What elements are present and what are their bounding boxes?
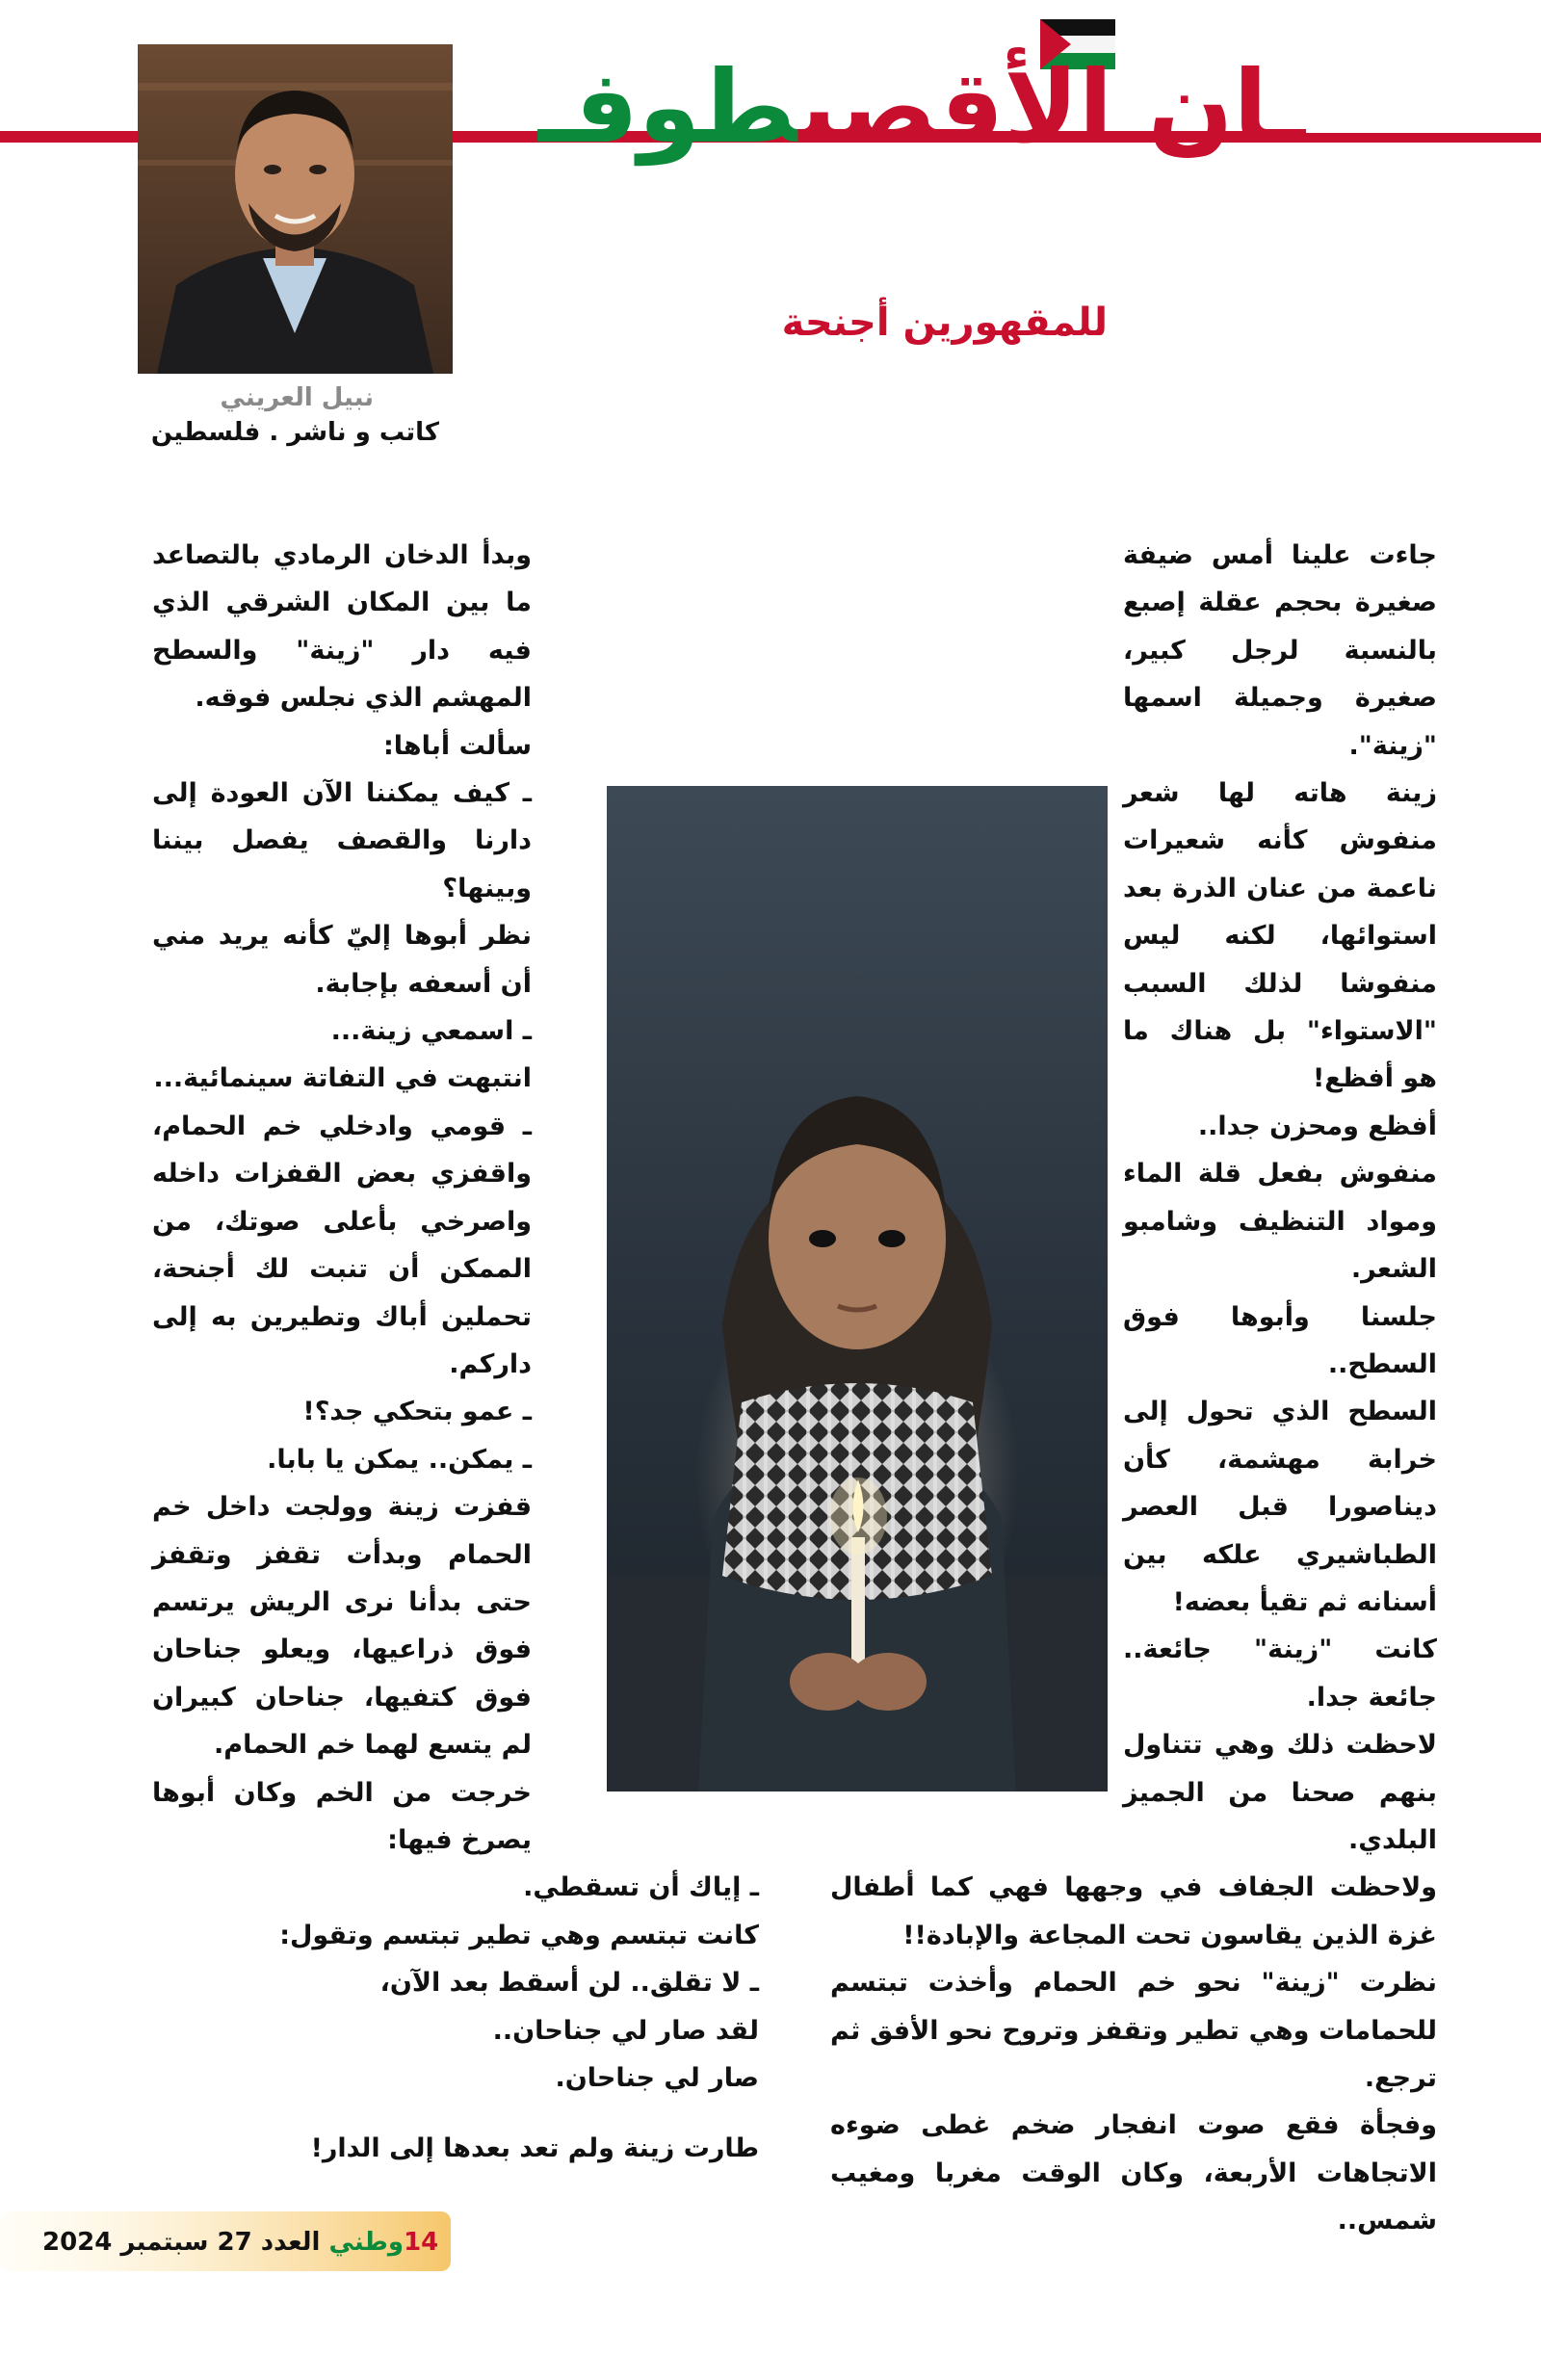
logo-part-red: ـان الأقصى <box>798 48 1305 166</box>
paragraph: صار لي جناحان. <box>555 2063 759 2093</box>
paragraph: نظر أبوها إليّ كأنه يريد مني أن أسعفه بإجابة. <box>152 921 532 999</box>
photo-wrap-space <box>545 532 759 1826</box>
paragraph: قفزت زينة وولجت داخل خم الحمام وبدأت تقفز وتقفز حتى بدأنا نرى الريش يرتسم فوق ذراعيها، ويعلو جناحان فوق كتفيها، جناحان كبيران لم يتسع لهما خم الحمام. <box>152 1492 532 1761</box>
paragraph: ـ اسمعي زينة... <box>330 1016 532 1047</box>
paragraph: خرجت من الخم وكان أبوها يصرخ فيها: <box>152 1777 532 1855</box>
paragraph: ولاحظت الجفاف في وجهها فهي كما أطفال غزة الذين يقاسون تحت المجاعة والإبادة!! <box>830 1872 1437 1950</box>
paragraph: جاءت علينا أمس ضيفة صغيرة بحجم عقلة إصبع بالنسبة لرجل كبير، صغيرة وجميلة اسمها "زينة". <box>1123 540 1437 761</box>
paragraph: السطح الذي تحول إلى خرابة مهشمة، كأن ديناصورا قبل العصر الطباشيري علكه بين أسنانه ثم تقيأ بعضه! <box>1123 1397 1437 1617</box>
paragraph: نظرت "زينة" نحو خم الحمام وأخذت تبتسم للحمامات وهي تطير وتقفز وتروح نحو الأفق ثم ترجع. <box>830 1968 1437 2093</box>
paragraph: أفظع ومحزن جدا.. <box>1197 1111 1437 1141</box>
paragraph: ـ كيف يمكننا الآن العودة إلى دارنا والقصف يفصل بيننا وبينها؟ <box>152 778 532 903</box>
issue-info: العدد 27 سبتمبر 2024 <box>42 2228 321 2257</box>
paragraph: سألت أباها: <box>383 730 532 761</box>
paragraph: جلسنا وأبوها فوق السطح.. <box>1123 1301 1437 1379</box>
article-column-right <box>830 532 1437 2245</box>
paragraph: كانت "زينة" جائعة.. جائعة جدا. <box>1123 1635 1437 1713</box>
paragraph: منفوش بفعل قلة الماء ومواد التنظيف وشامبو الشعر. <box>1123 1159 1437 1285</box>
paragraph: ـ عمو بتحكي جد؟! <box>302 1397 532 1427</box>
author-name: نبيل العريني <box>220 383 374 412</box>
paragraph: ـ إياك أن تسقطي. <box>523 1872 759 1903</box>
header-red-bar-right <box>1295 133 1541 143</box>
paragraph: ـ يمكن.. يمكن يا بابا. <box>267 1444 532 1475</box>
article-title: للمقهورين أجنحة <box>781 301 1108 345</box>
paragraph: ـ لا تقلق.. لن أسقط بعد الآن، <box>379 1968 759 1999</box>
paragraph: طارت زينة ولم تعد بعدها إلى الدار! <box>310 2133 759 2164</box>
article-column-left <box>152 532 759 2173</box>
paragraph: لاحظت ذلك وهي تتناول بنهم صحنا من الجميز البلدي. <box>1123 1730 1437 1855</box>
magazine-logo <box>538 19 1305 183</box>
footer-text <box>42 2228 438 2257</box>
paragraph: وبدأ الدخان الرمادي بالتصاعد ما بين المكان الشرقي الذي فيه دار "زينة" والسطح المهشم الذي نجلس فوقه. <box>152 540 532 714</box>
paragraph: انتبهت في التفاتة سينمائية... <box>153 1063 532 1094</box>
author-photo <box>138 44 453 374</box>
paragraph: زينة هاته لها شعر منفوش كأنه شعيرات ناعمة من عنان الذرة بعد استوائها، لكنه ليس منفوشا لذلك السبب "الاستواء" بل هناك ما هو أفظع! <box>1123 778 1437 1094</box>
page-number: 14 <box>404 2228 439 2257</box>
author-role: كاتب و ناشر . فلسطين <box>150 418 439 447</box>
logo-part-green: طوفـ <box>538 48 799 166</box>
paragraph: كانت تبتسم وهي تطير تبتسم وتقول: <box>279 1920 759 1950</box>
magazine-name: وطني <box>328 2228 405 2257</box>
paragraph: ـ قومي وادخلي خم الحمام، واقفزي بعض القفزات داخله واصرخي بأعلى صوتك، من الممكن أن تنبت لك أجنحة، تحملين أباك وتطيرين به إلى داركم. <box>152 1111 532 1379</box>
photo-wrap-space <box>830 532 1110 1826</box>
paragraph: وفجأة فقع صوت انفجار ضخم غطى ضوءه الاتجاهات الأربعة، وكان الوقت مغربا ومغيب شمس.. <box>830 2110 1437 2236</box>
logo-text <box>538 48 1305 166</box>
paragraph: لقد صار لي جناحان.. <box>492 2015 759 2046</box>
